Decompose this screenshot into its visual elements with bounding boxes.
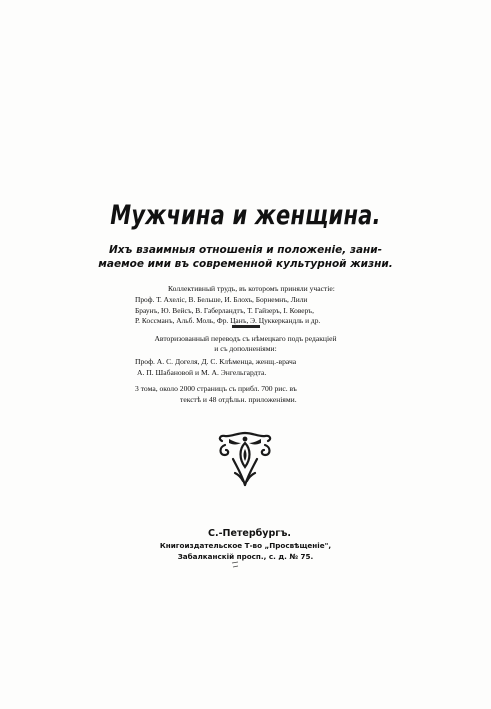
publisher-name: Книгоиздательское Т-во „Просвѣщеніе", bbox=[159, 541, 332, 550]
translation-line-2: и съ дополненіями: bbox=[214, 344, 277, 353]
editors-list bbox=[135, 356, 375, 378]
publisher-address: Забалканскій просп., с. д. № 75. bbox=[177, 551, 314, 561]
floral-ornament-icon bbox=[213, 429, 277, 489]
volumes-note bbox=[135, 384, 375, 405]
contributors-line-2: Браунъ, Ю. Вейсъ, В. Габерландтъ, Т. Гайзеръ, І. Коверъ, bbox=[135, 305, 314, 315]
section-divider bbox=[232, 325, 260, 328]
translation-line-1: Авторизованный переводъ съ нѣмецкаго подъ редакціей bbox=[154, 334, 337, 343]
editors-line-2: А. П. Шабановой и М. А. Энгельгардта. bbox=[137, 368, 267, 377]
translation-note bbox=[0, 334, 491, 354]
book-title: Мужчина и женщина. bbox=[110, 200, 381, 230]
contributors-line-3: Р. Коссманъ, Альб. Моль, Фр. Цанъ, Э. Цуккеркандль и др. bbox=[135, 316, 321, 325]
subtitle-line-1: Ихъ взаимныя отношенія и положеніе, зани- bbox=[108, 244, 383, 256]
volumes-line-1: 3 тома, около 2000 страницъ съ прибл. 700 рис. въ bbox=[135, 384, 297, 393]
subtitle-line-2: маемое ими въ современной культурной жизни. bbox=[98, 258, 393, 270]
volumes-line-2: текстѣ и 48 отдѣльн. приложеніями. bbox=[180, 394, 297, 404]
imprint-city: С.-Петербургъ. bbox=[207, 528, 291, 539]
imprint-publisher bbox=[0, 541, 491, 562]
stray-mark-icon bbox=[230, 561, 240, 569]
editors-line-1: Проф. А. С. Догеля, Д. С. Клѣменца, женщ.-врача bbox=[135, 357, 297, 366]
contributors-list bbox=[135, 295, 365, 327]
contributors-line-1: Проф. Т. Ахеліс, В. Бельше, И. Блохъ, Борнемнъ, Лили bbox=[135, 295, 308, 304]
collective-work-note: Коллективный трудъ, въ которомъ приняли участіе: bbox=[168, 284, 335, 293]
book-subtitle bbox=[0, 243, 491, 271]
